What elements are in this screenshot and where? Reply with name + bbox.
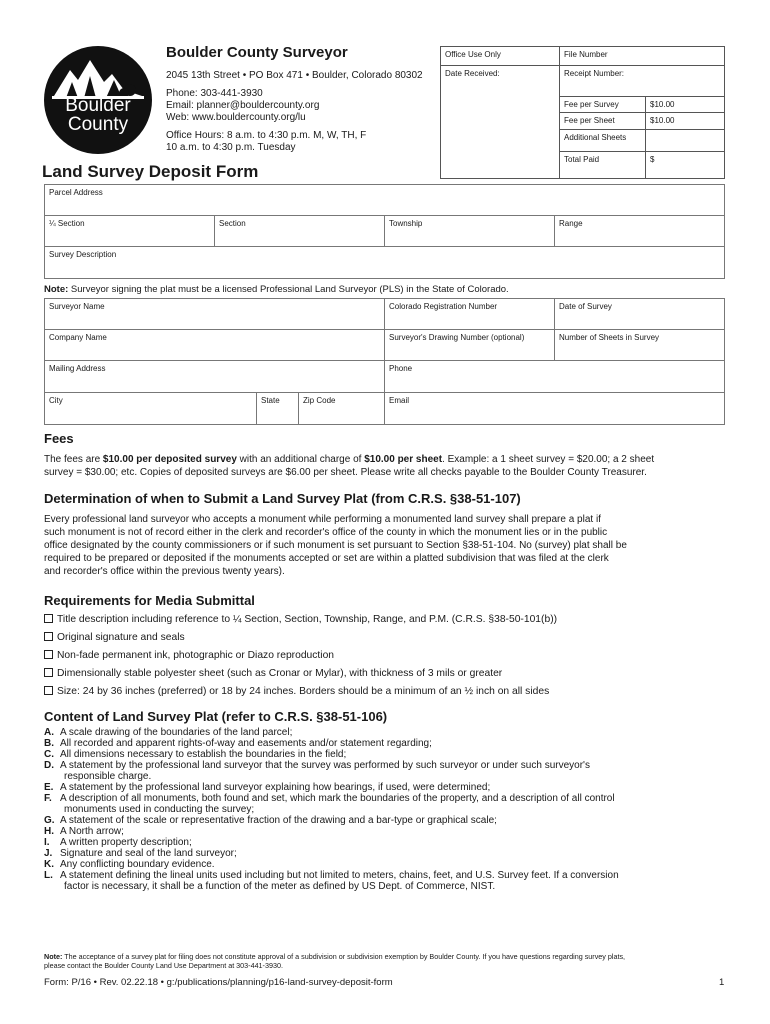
content-item [44, 815, 734, 826]
footnote-line2: please contact the Boulder County Land Use Department at 303-441-3930. [44, 961, 283, 970]
survey-description-field[interactable] [44, 246, 725, 279]
footnote [44, 952, 734, 970]
content-item-letter: E. [44, 782, 54, 793]
content-item-text: A written property description; [60, 837, 192, 848]
content-item [44, 727, 734, 738]
surveyor-name-field[interactable] [44, 298, 385, 330]
content-item-letter: A. [44, 727, 54, 738]
fee-per-survey-value [645, 96, 725, 113]
footnote-text-1: The acceptance of a survey plat for filing does not constitute approval of a subdivision or subdivision exemption by Boulder County. If you have questions regarding survey plats, [62, 952, 626, 961]
content-item-letter: L. [44, 870, 53, 881]
media-item [44, 684, 734, 700]
township-field[interactable] [384, 215, 555, 247]
media-item-text: Dimensionally stable polyester sheet (such as Cronar or Mylar), with thickness of 3 mils or greater [57, 668, 503, 679]
content-item [44, 859, 734, 870]
fees-paragraph-line2: survey = $30.00; etc. Copies of deposited surveys are $6.00 per sheet. Please write all checks payable to the Boulder County Treasurer. [44, 467, 647, 478]
content-item-text: All recorded and apparent rights-of-way and easements and/or statement regarding; [60, 738, 432, 749]
mailing-address-label: Mailing Address [49, 364, 106, 373]
date-received-label: Date Received: [445, 69, 500, 78]
section-field[interactable] [214, 215, 385, 247]
media-heading: Requirements for Media Submittal [44, 593, 255, 608]
email-label: Email [389, 396, 410, 405]
number-of-sheets-label: Number of Sheets in Survey [559, 333, 660, 342]
company-name-field[interactable] [44, 329, 385, 361]
content-item [44, 826, 734, 837]
date-received-field[interactable] [440, 65, 560, 179]
content-item [44, 749, 734, 760]
content-item-text: Any conflicting boundary evidence. [60, 859, 215, 870]
city-label: City [49, 396, 63, 405]
checkbox[interactable] [44, 650, 53, 659]
quarter-section-label: ¼ Section [49, 219, 85, 228]
media-item-text: Non-fade permanent ink, photographic or Diazo reproduction [57, 650, 335, 661]
section-label: Section [219, 219, 246, 228]
surveyor-note-label: Note: [44, 284, 69, 295]
determination-line: required to be prepared or deposited if the monuments accepted or set are within a platted subdivision that was filed at the clerk [44, 553, 609, 564]
survey-description-label: Survey Description [49, 250, 117, 259]
content-item-letter: J. [44, 848, 53, 859]
footnote-line1 [44, 952, 734, 961]
fee-per-sheet-label: Fee per Sheet [564, 116, 615, 125]
office-use-only-cell [440, 46, 560, 66]
file-number-label: File Number [564, 50, 608, 59]
company-name-label: Company Name [49, 333, 107, 342]
header-address: 2045 13th Street • PO Box 471 • Boulder, Colorado 80302 [166, 70, 423, 81]
fee-per-survey-cell [559, 96, 646, 113]
header-title: Boulder County Surveyor [166, 44, 348, 61]
mailing-address-field[interactable] [44, 360, 385, 393]
range-label: Range [559, 219, 583, 228]
range-field[interactable] [554, 215, 725, 247]
content-item-letter: H. [44, 826, 54, 837]
state-label: State [261, 396, 280, 405]
receipt-number-field[interactable] [559, 65, 725, 97]
content-item-text: A North arrow; [60, 826, 124, 837]
content-item [44, 782, 734, 793]
parcel-address-label: Parcel Address [49, 188, 103, 197]
fees-text-3: . Example: a 1 sheet survey = $20.00; a 2 sheet [442, 454, 655, 465]
registration-number-label: Colorado Registration Number [389, 302, 498, 311]
fee-per-sheet-value [645, 112, 725, 130]
city-field[interactable] [44, 392, 257, 425]
fees-survey-fee: $10.00 per deposited survey [102, 454, 237, 465]
media-item [44, 666, 734, 682]
content-item-text: A statement of the scale or representative fraction of the drawing and a bar-type or graphical scale; [60, 815, 497, 826]
zip-code-label: Zip Code [303, 396, 336, 405]
drawing-number-field[interactable] [384, 329, 555, 361]
media-item [44, 648, 734, 664]
state-field[interactable] [256, 392, 299, 425]
additional-sheets-field[interactable] [645, 129, 725, 152]
form-id: Form: P/16 • Rev. 02.22.18 • g:/publications/planning/p16-land-survey-deposit-form [44, 977, 393, 988]
email-field[interactable] [384, 392, 725, 425]
checkbox[interactable] [44, 668, 53, 677]
determination-line: such monument is not of record either in the clerk and recorder's office of the county in which the monument lies or in the public [44, 527, 608, 538]
parcel-address-field[interactable] [44, 184, 725, 216]
office-use-only-label: Office Use Only [445, 50, 501, 59]
surveyor-name-label: Surveyor Name [49, 302, 105, 311]
content-item [44, 738, 734, 749]
logo-text-line2: County [67, 114, 129, 135]
header-hours-1: Office Hours: 8 a.m. to 4:30 p.m. M, W, TH, F [166, 130, 367, 141]
content-item [44, 837, 734, 848]
footnote-label: Note: [44, 952, 63, 961]
content-item-continuation: responsible charge. [64, 771, 152, 782]
content-item-letter: I. [44, 837, 50, 848]
phone-label: Phone [389, 364, 413, 373]
media-item [44, 630, 734, 646]
fees-heading: Fees [44, 431, 74, 446]
total-paid-currency: $ [650, 155, 655, 164]
logo-text-line1: Boulder [65, 95, 131, 116]
media-item [44, 612, 734, 628]
media-item-text: Size: 24 by 36 inches (preferred) or 18 by 24 inches. Borders should be a minimum of an ½ inch on all sides [57, 686, 550, 697]
form-title: Land Survey Deposit Form [42, 162, 259, 181]
content-item [44, 870, 734, 881]
date-of-survey-label: Date of Survey [559, 302, 612, 311]
content-heading: Content of Land Survey Plat (refer to C.R.S. §38-51-106) [44, 709, 388, 724]
content-item-letter: F. [44, 793, 52, 804]
fees-paragraph-line1 [44, 453, 734, 466]
media-item-text: Original signature and seals [57, 632, 185, 643]
total-paid-label: Total Paid [564, 155, 600, 164]
boulder-county-logo [44, 46, 152, 154]
header-web: Web: www.bouldercounty.org/lu [166, 112, 306, 123]
content-item-text: A description of all monuments, both found and set, which mark the boundaries of the property, and a description of all control [60, 793, 615, 804]
checkbox[interactable] [44, 614, 53, 623]
additional-sheets-label: Additional Sheets [564, 133, 627, 142]
content-item-letter: G. [44, 815, 55, 826]
content-item-text: A scale drawing of the boundaries of the land parcel; [60, 727, 293, 738]
content-item-continuation: monuments used in conducting the survey; [64, 804, 255, 815]
media-list [44, 612, 734, 700]
fees-text-2: with an additional charge of [236, 454, 365, 465]
content-item-letter: B. [44, 738, 54, 749]
fee-per-sheet-amount: $10.00 [650, 116, 675, 125]
surveyor-note [44, 284, 509, 295]
header-email: Email: planner@bouldercounty.org [166, 100, 320, 111]
fee-per-survey-amount: $10.00 [650, 100, 675, 109]
drawing-number-label: Surveyor's Drawing Number (optional) [389, 333, 525, 342]
additional-sheets-cell [559, 129, 646, 152]
content-item [44, 848, 734, 859]
content-item-letter: C. [44, 749, 54, 760]
content-item-text: A statement defining the lineal units used including but not limited to meters, chains, feet, and U.S. Survey feet. If a conversion [60, 870, 619, 881]
surveyor-note-text: Surveyor signing the plat must be a licensed Professional Land Surveyor (PLS) in the State of Colorado. [68, 284, 509, 295]
determination-line: Every professional land surveyor who accepts a monument while performing a monumented land survey shall prepare a plat if [44, 514, 601, 525]
fees-sheet-fee: $10.00 per sheet [364, 454, 443, 465]
fees-text-1: The fees are [44, 454, 103, 465]
media-item-text: Title description including reference to ¼ Section, Section, Township, Range, and P.M. (C.R.S. §38-50-101(b)) [57, 614, 558, 625]
content-item [44, 760, 734, 771]
content-item-text: All dimensions necessary to establish the boundaries in the field; [60, 749, 347, 760]
phone-field[interactable] [384, 360, 725, 393]
receipt-number-label: Receipt Number: [564, 69, 625, 78]
zip-code-field[interactable] [298, 392, 385, 425]
checkbox[interactable] [44, 686, 53, 695]
header-hours-2: 10 a.m. to 4:30 p.m. Tuesday [166, 142, 296, 153]
content-item-text: Signature and seal of the land surveyor; [60, 848, 237, 859]
content-item-letter: K. [44, 859, 54, 870]
file-number-field[interactable] [559, 46, 725, 66]
registration-number-field[interactable] [384, 298, 555, 330]
township-label: Township [389, 219, 423, 228]
fee-per-survey-label: Fee per Survey [564, 100, 619, 109]
determination-line: and recorder's office within the previous twenty years). [44, 566, 285, 577]
determination-line: office designated by the county commissioners or if such monument is set pursuant to Section §38-51-104. No (survey) plat shall be [44, 540, 627, 551]
number-of-sheets-field[interactable] [554, 329, 725, 361]
determination-paragraph [44, 513, 734, 578]
fee-per-sheet-cell [559, 112, 646, 130]
total-paid-cell [559, 151, 646, 179]
determination-heading: Determination of when to Submit a Land Survey Plat (from C.R.S. §38-51-107) [44, 491, 521, 506]
content-list [44, 727, 734, 892]
date-of-survey-field[interactable] [554, 298, 725, 330]
page-number: 1 [719, 977, 725, 988]
quarter-section-field[interactable] [44, 215, 215, 247]
content-item [44, 793, 734, 804]
content-item-continuation: factor is necessary, it shall be a function of the meter as defined by US Dept. of Commerce, NIST. [64, 881, 496, 892]
total-paid-field[interactable] [645, 151, 725, 179]
header-phone: Phone: 303-441-3930 [166, 88, 263, 99]
checkbox[interactable] [44, 632, 53, 641]
content-item-text: A statement by the professional land surveyor explaining how bearings, if used, were determined; [60, 782, 491, 793]
content-item-letter: D. [44, 760, 54, 771]
content-item-text: A statement by the professional land surveyor that the survey was performed by such surveyor or under such surveyor's [60, 760, 590, 771]
